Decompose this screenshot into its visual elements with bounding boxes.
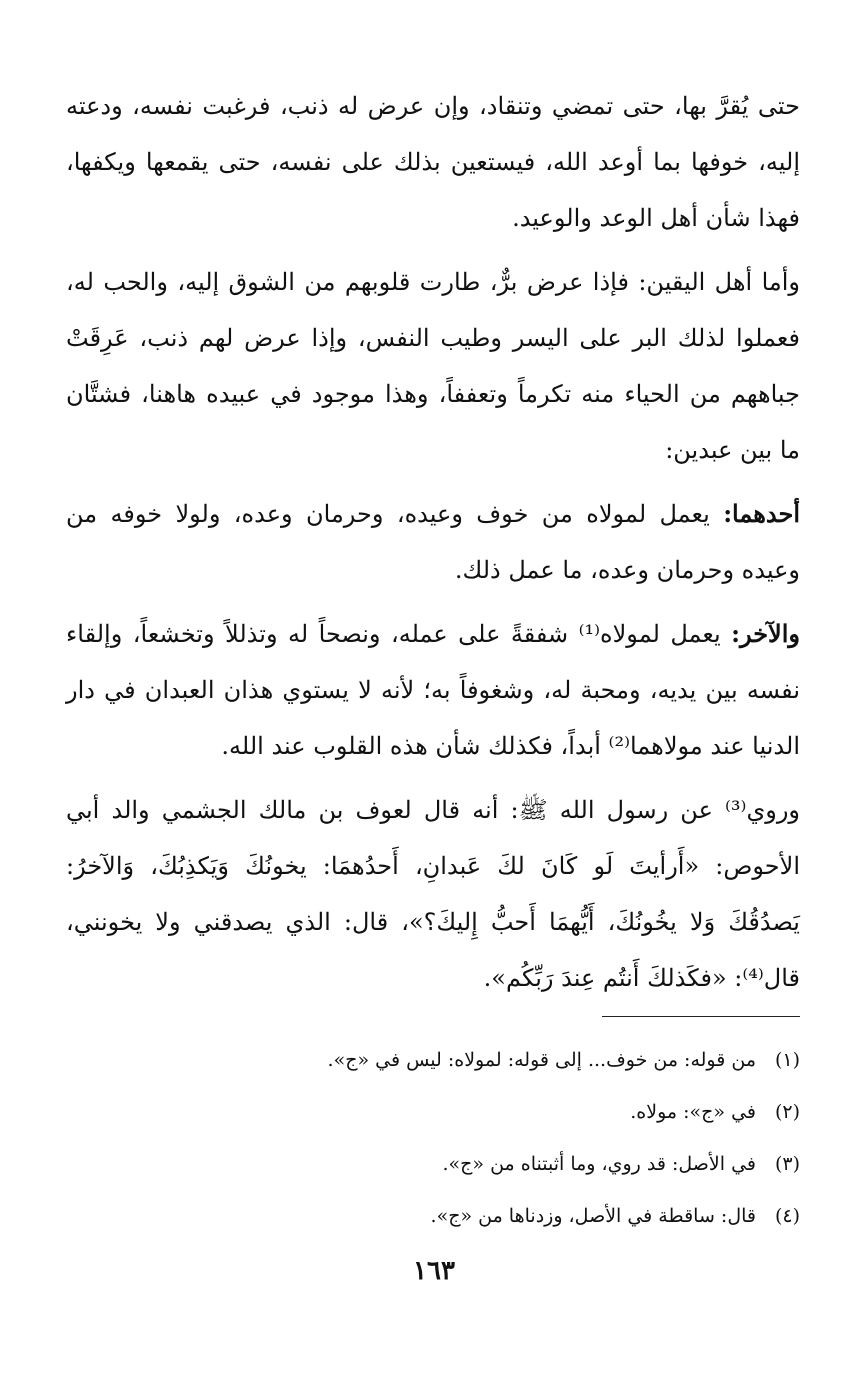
footnote-text: من قوله: من خوف... إلى قوله: لمولاه: ليس في «ج». xyxy=(327,1049,756,1071)
paragraph-1 xyxy=(66,78,800,246)
footnote-text: في «ج»: مولاه. xyxy=(630,1101,756,1123)
page-number: ١٦٣ xyxy=(413,1256,455,1286)
footnote-text: في الأصل: قد روي، وما أثبتناه من «ج». xyxy=(442,1153,756,1175)
footnote-number: (٢) xyxy=(774,1101,800,1123)
footnotes-list xyxy=(66,1034,800,1242)
body-text xyxy=(66,78,800,1014)
paragraph-text: يعمل لمولاه من خوف وعيده، وحرمان وعده، ولولا خوفه من وعيده وحرمان وعده، ما عمل ذلك. xyxy=(66,500,800,584)
paragraph-2 xyxy=(66,254,800,478)
footnote-number: (٤) xyxy=(774,1205,800,1227)
footnote-4 xyxy=(66,1190,800,1242)
footnote-number: (١) xyxy=(774,1049,800,1071)
footnote-text: قال: ساقطة في الأصل، وزدناها من «ج». xyxy=(430,1205,756,1227)
paragraph-text: حتى يُقرَّ بها، حتى تمضي وتنقاد، وإن عرض له ذنب، فرغبت نفسه، ودعته إليه، خوفها بما أوعد الله، فيستعين بذلك على نفسه، حتى يقمعها ويكفها، فهذا شأن أهل الوعد والوعيد. xyxy=(66,92,800,232)
footnote-3 xyxy=(66,1138,800,1190)
paragraph-text: وأما أهل اليقين: فإذا عرض برٌّ، طارت قلوبهم من الشوق إليه، والحب له، فعملوا لذلك البر على اليسر وطيب النفس، وإذا عرض لهم ذنب، عَرِقَتْ جباههم من الحياء منه تكرماً وتعففاً، وهذا موجود في عبيده هاهنا، فشتَّان ما بين عبدين: xyxy=(66,268,800,464)
paragraph-4 xyxy=(66,606,800,774)
paragraph-text: وروي⁽³⁾ عن رسول الله ﷺ: أنه قال لعوف بن مالك الجشمي والد أبي الأحوص: «أَرأيتَ لَو كَانَ لكَ عَبدانِ، أَحدُهمَا: يخونُكَ وَيَكذِبُكَ، وَالآخرُ: يَصدُقُكَ وَلا يخُونُكَ، أَيُّهمَا أَحبُّ إِليكَ؟»، قال: الذي يصدقني ولا يخونني، قال⁽⁴⁾: «فكَذلكَ أَنتُم عِندَ رَبِّكُم». xyxy=(66,796,800,992)
paragraph-5 xyxy=(66,782,800,1006)
footnote-divider xyxy=(602,1016,800,1017)
footnote-number: (٣) xyxy=(774,1153,800,1175)
paragraph-3 xyxy=(66,486,800,598)
paragraph-lead: والآخر: xyxy=(731,619,800,648)
footnote-1 xyxy=(66,1034,800,1086)
paragraph-lead: أحدهما: xyxy=(723,499,800,528)
paragraph-text: يعمل لمولاه⁽¹⁾ شفقةً على عمله، ونصحاً له وتذللاً وتخشعاً، وإلقاء نفسه بين يديه، ومحبة له، وشغوفاً به؛ لأنه لا يستوي هذان العبدان في دار الدنيا عند مولاهما⁽²⁾ أبداً، فكذلك شأن هذه القلوب عند الله. xyxy=(66,620,800,760)
footnote-2 xyxy=(66,1086,800,1138)
